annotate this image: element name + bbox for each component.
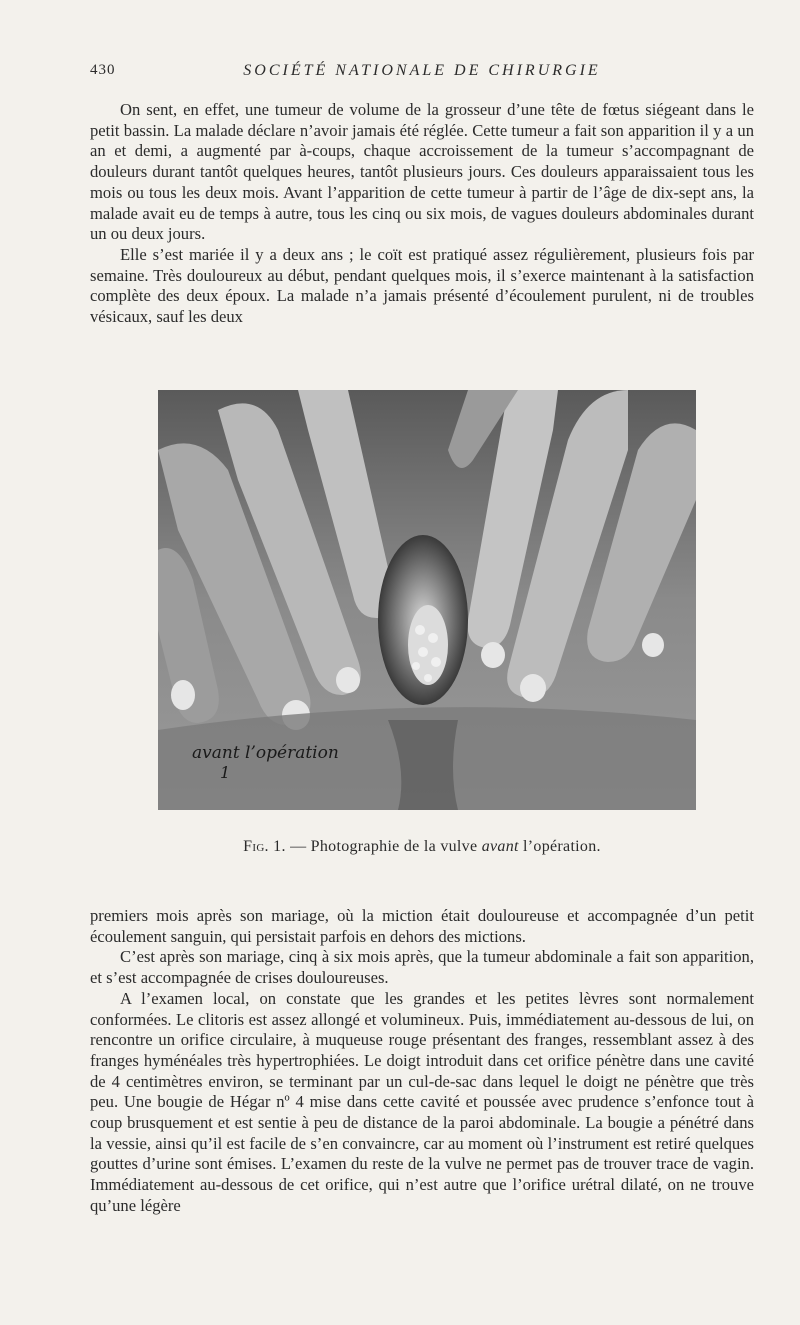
paragraph: A l’examen local, on constate que les grandes et les petites lèvres sont normalement conformées. Le clitoris est assez allongé et volumineux. Puis, immédiatement au-dessous de lui, on rencontre un orifice circulaire, à muqueuse rouge présentant des franges, ressemblant assez à des franges hyménéales très hypertrophiées. Le doigt introduit dans cet orifice pénètre dans une cavité de 4 centimètres environ, se terminant par un cul-de-sac dans lequel le doigt ne pénètre que très peu. Une bougie de Hégar nº 4 mise dans cette cavité et poussée avec prudence s’enfonce tout à coup brusquement et est sentie à peu de distance de la paroi abdominale. La bougie a pénétré dans la vessie, ainsi qu’il est facile de s’en convaincre, car au moment où l’instrument est retiré quelques gouttes d’urine sont émises. L’examen du reste de la vulve ne permet pas de trouver trace de vagin. Immédiatement au-dessous de cet orifice, qui n’est autre que l’orifice urétral dilaté, on ne trouve qu’une légère bbox=[90, 988, 754, 1215]
text-block-bottom bbox=[90, 906, 754, 1217]
paragraph: C’est après son mariage, cinq à six mois après, que la tumeur abdominale a fait son apparition, et s’est accompagnée de crises douloureuses. bbox=[90, 947, 754, 988]
figure-caption bbox=[90, 838, 754, 856]
paragraph: premiers mois après son mariage, où la miction était douloureuse et accompagnée d’un petit écoulement sanguin, qui persistait parfois en dehors des mictions. bbox=[90, 906, 754, 946]
page-number: 430 bbox=[90, 62, 116, 78]
running-head: SOCIÉTÉ NATIONALE DE CHIRURGIE bbox=[243, 62, 601, 79]
caption-text: — Photographie de la vulve bbox=[285, 838, 482, 855]
photograph-illustration bbox=[158, 390, 696, 810]
paragraph: On sent, en effet, une tumeur de volume de la grosseur d’une tête de fœtus siégeant dans le petit bassin. La malade déclare n’avoir jamais été réglée. Cette tumeur a fait son apparition il y a un an et demi, a augmenté par à-coups, chaque accroissement de la tumeur s’accompagnant de douleurs durant tantôt quelques heures, tantôt plusieurs jours. Ces douleurs apparaissaient tous les mois ou tous les deux mois. Avant l’apparition de cette tumeur à partir de l’âge de dix-sept ans, la malade avait eu de temps à autre, tous les cinq ou six mois, de vagues douleurs abdominales durant un ou deux jours. bbox=[90, 100, 754, 244]
caption-text-end: l’opération. bbox=[518, 838, 601, 855]
paragraph: Elle s’est mariée il y a deux ans ; le coït est pratiqué assez régulièrement, plusieurs fois par semaine. Très douloureux au début, pendant quelques mois, il s’exerce maintenant à la satisfaction complète des deux époux. La malade n’a jamais présenté d’écoulement purulent, ni de troubles vésicaux, sauf les deux bbox=[90, 244, 754, 327]
clinical-photograph bbox=[158, 390, 696, 810]
handwritten-number: 1 bbox=[220, 763, 231, 782]
page-header bbox=[90, 58, 754, 86]
text-block-top bbox=[90, 100, 754, 328]
figure-number: Fig. 1. bbox=[243, 838, 286, 855]
caption-emphasis: avant bbox=[481, 838, 519, 855]
handwritten-label: avant l’opération bbox=[192, 743, 339, 763]
